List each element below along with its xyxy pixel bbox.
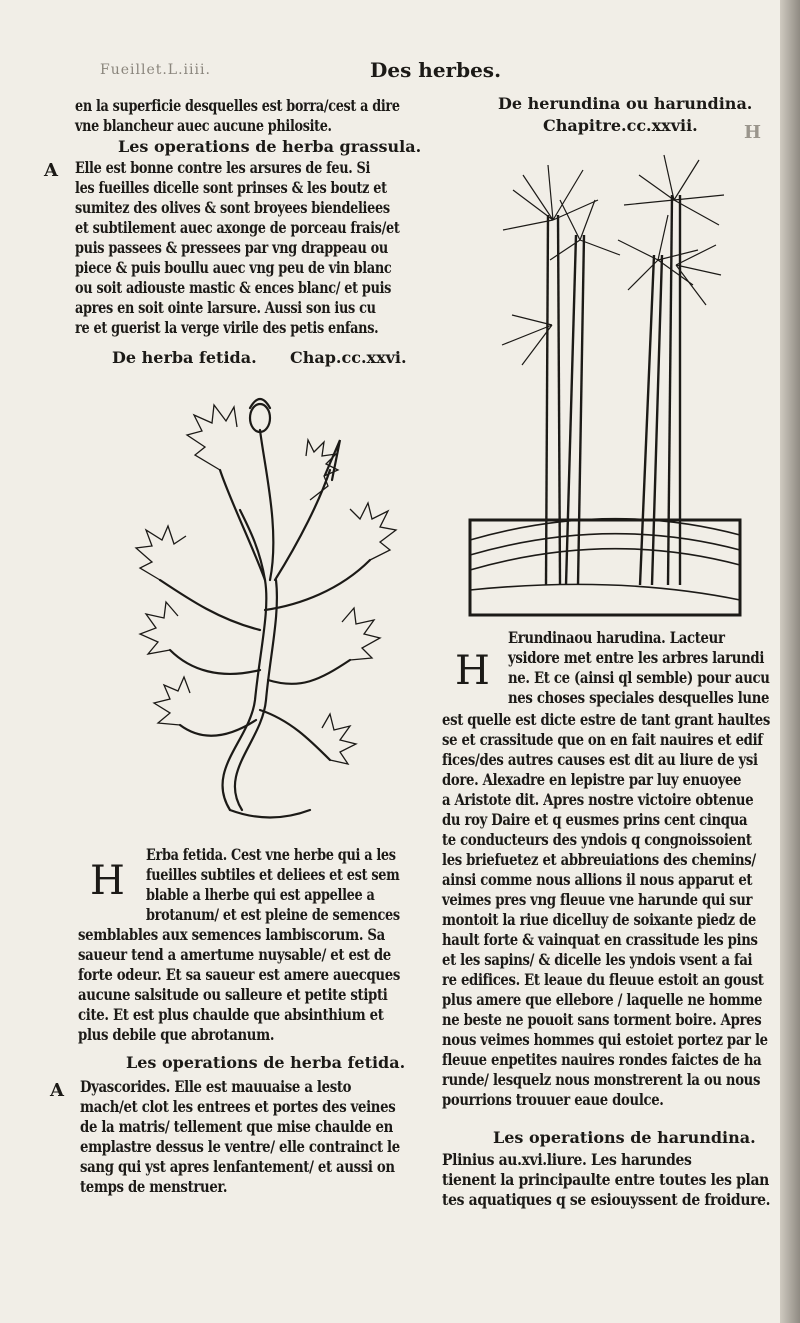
text-line: tes aquatiques q se esiouyssent de froidure.	[442, 1190, 771, 1209]
text-line: te conducteurs des yndois q congnoissoient	[442, 830, 752, 849]
text-line: est quelle est dicte estre de tant grant haultes	[442, 710, 770, 729]
text-line: nous veimes hommes qui estoiet portez par le	[442, 1030, 768, 1049]
text-line: nes choses speciales desquelles lune	[508, 688, 770, 707]
harundina-ops-paragraph	[442, 1150, 800, 1210]
text-line: aucune salsitude ou salleure et petite stipti	[78, 985, 388, 1004]
text-line: montoit la riue dicelluy de soixante piedz de	[442, 910, 756, 929]
page-title: Des herbes.	[370, 58, 502, 82]
drop-cap: H	[455, 648, 490, 694]
text-line: sang qui yst apres lenfantement/ et aussi on	[80, 1157, 395, 1176]
text-line: et subtilement auec axonge de porceau frais/et	[75, 218, 400, 237]
text-line: les briefuetez et abbreuiations des chemins/	[442, 850, 756, 869]
text-line: mach/et clot les entrees et portes des veines	[80, 1097, 396, 1116]
text-line: re et guerist la verge virile des petis enfans.	[75, 318, 379, 337]
text-line: plus amere que ellebore / laquelle ne homme	[442, 990, 763, 1009]
chapter-heading-harundina: De herundina ou harundina.	[498, 94, 753, 113]
harundina-paragraph-top	[508, 628, 800, 708]
text-line: en la superficie desquelles est borra/cest a dire	[75, 96, 400, 115]
text-line: cite. Et est plus chaulde que absinthium et	[78, 1005, 384, 1024]
text-line: dore. Alexadre en lepistre par luy enuoyee	[442, 770, 742, 789]
text-line: forte odeur. Et sa saueur est amere auecques	[78, 965, 401, 984]
text-line: du roy Daire et q eusmes prins cent cinqua	[442, 810, 748, 829]
chapter-number-fetida: Chap.cc.xxvi.	[290, 348, 407, 367]
text-line: ne beste ne pouoit sans torment boire. Apres	[442, 1010, 762, 1029]
drop-cap: H	[90, 858, 125, 904]
left-intro	[75, 96, 481, 136]
text-line: hault forte & vainquat en crassitude les pins	[442, 930, 758, 949]
folio-number: Fueillet.L.iiii.	[100, 62, 211, 78]
text-line: piece & puis boullu auec vng peu de vin blanc	[75, 258, 392, 277]
grassula-paragraph	[75, 158, 479, 338]
fetida-paragraph-top	[146, 845, 462, 925]
text-line: Elle est bonne contre les arsures de feu. Si	[75, 158, 371, 177]
text-line: les fueilles dicelle sont prinses & les boutz et	[75, 178, 387, 197]
chapter-number-harundina: Chapitre.cc.xxvii.	[543, 116, 698, 135]
text-line: se et crassitude que on en fait nauires et edif	[442, 730, 763, 749]
harundina-woodcut	[468, 145, 743, 620]
text-line: vne blancheur auec aucune philosite.	[75, 116, 332, 135]
chapter-heading-fetida: De herba fetida.	[112, 348, 257, 367]
text-line: Dyascorides. Elle est mauuaise a lesto	[80, 1077, 352, 1096]
text-line: blable a lherbe qui est appellee a	[146, 885, 375, 904]
text-line: a Aristote dit. Apres nostre victoire obtenue	[442, 790, 754, 809]
text-line: sumitez des olives & sont broyees biendeliees	[75, 198, 390, 217]
text-line: runde/ lesquelz nous monstrerent la ou nous	[442, 1070, 761, 1089]
text-line: ou soit adiouste mastic & ences blanc/ et puis	[75, 278, 392, 297]
text-line: de la matris/ tellement que mise chaulde en	[80, 1117, 393, 1136]
text-line: apres en soit ointe larsure. Aussi son ius cu	[75, 298, 376, 317]
text-line: ysidore met entre les arbres larundi	[508, 648, 765, 667]
text-line: ne. Et ce (ainsi ql semble) pour aucu	[508, 668, 770, 687]
fetida-paragraph-body	[78, 925, 466, 1045]
text-line: saueur tend a amertume nuysable/ et est de	[78, 945, 391, 964]
text-line: Erundinaou harudina. Lacteur	[508, 628, 725, 647]
margin-letter: A	[50, 1080, 64, 1101]
text-line: Plinius au.xvi.liure. Les harundes	[442, 1150, 692, 1169]
text-line: re edifices. Et leaue du fleuue estoit an goust	[442, 970, 764, 989]
text-line: ainsi comme nous allions il nous apparut et	[442, 870, 753, 889]
text-line: semblables aux semences lambiscorum. Sa	[78, 925, 385, 944]
text-line: fices/des autres causes est dit au liure de ysi	[442, 750, 758, 769]
text-line: tienent la principaulte entre toutes les plan	[442, 1170, 769, 1189]
text-line: puis passees & pressees par vng drappeau ou	[75, 238, 388, 257]
text-line: fleuue enpetites nauires rondes faictes de ha	[442, 1050, 762, 1069]
harundina-paragraph-body	[442, 710, 800, 1110]
section-heading-fetida-ops: Les operations de herba fetida.	[126, 1053, 406, 1072]
margin-letter: A	[44, 160, 58, 181]
text-line: fueilles subtiles et deliees et est sem	[146, 865, 400, 884]
section-heading-grassula: Les operations de herba grassula.	[118, 137, 422, 156]
text-line: pourrions trouuer eaue doulce.	[442, 1090, 664, 1109]
text-line: brotanum/ et est pleine de semences	[146, 905, 400, 924]
fetida-ops-paragraph	[80, 1077, 466, 1197]
text-line: plus debile que abrotanum.	[78, 1025, 275, 1044]
margin-letter: H	[744, 122, 762, 143]
text-line: emplastre dessus le ventre/ elle contrainct le	[80, 1137, 400, 1156]
section-heading-harundina-ops: Les operations de harundina.	[493, 1128, 756, 1147]
text-line: temps de menstruer.	[80, 1177, 228, 1196]
herba-fetida-woodcut	[110, 380, 410, 830]
text-line: et les sapins/ & dicelle les yndois vsent a fai	[442, 950, 753, 969]
text-line: Erba fetida. Cest vne herbe qui a les	[146, 845, 396, 864]
text-line: veimes pres vng fleuue vne harunde qui sur	[442, 890, 753, 909]
